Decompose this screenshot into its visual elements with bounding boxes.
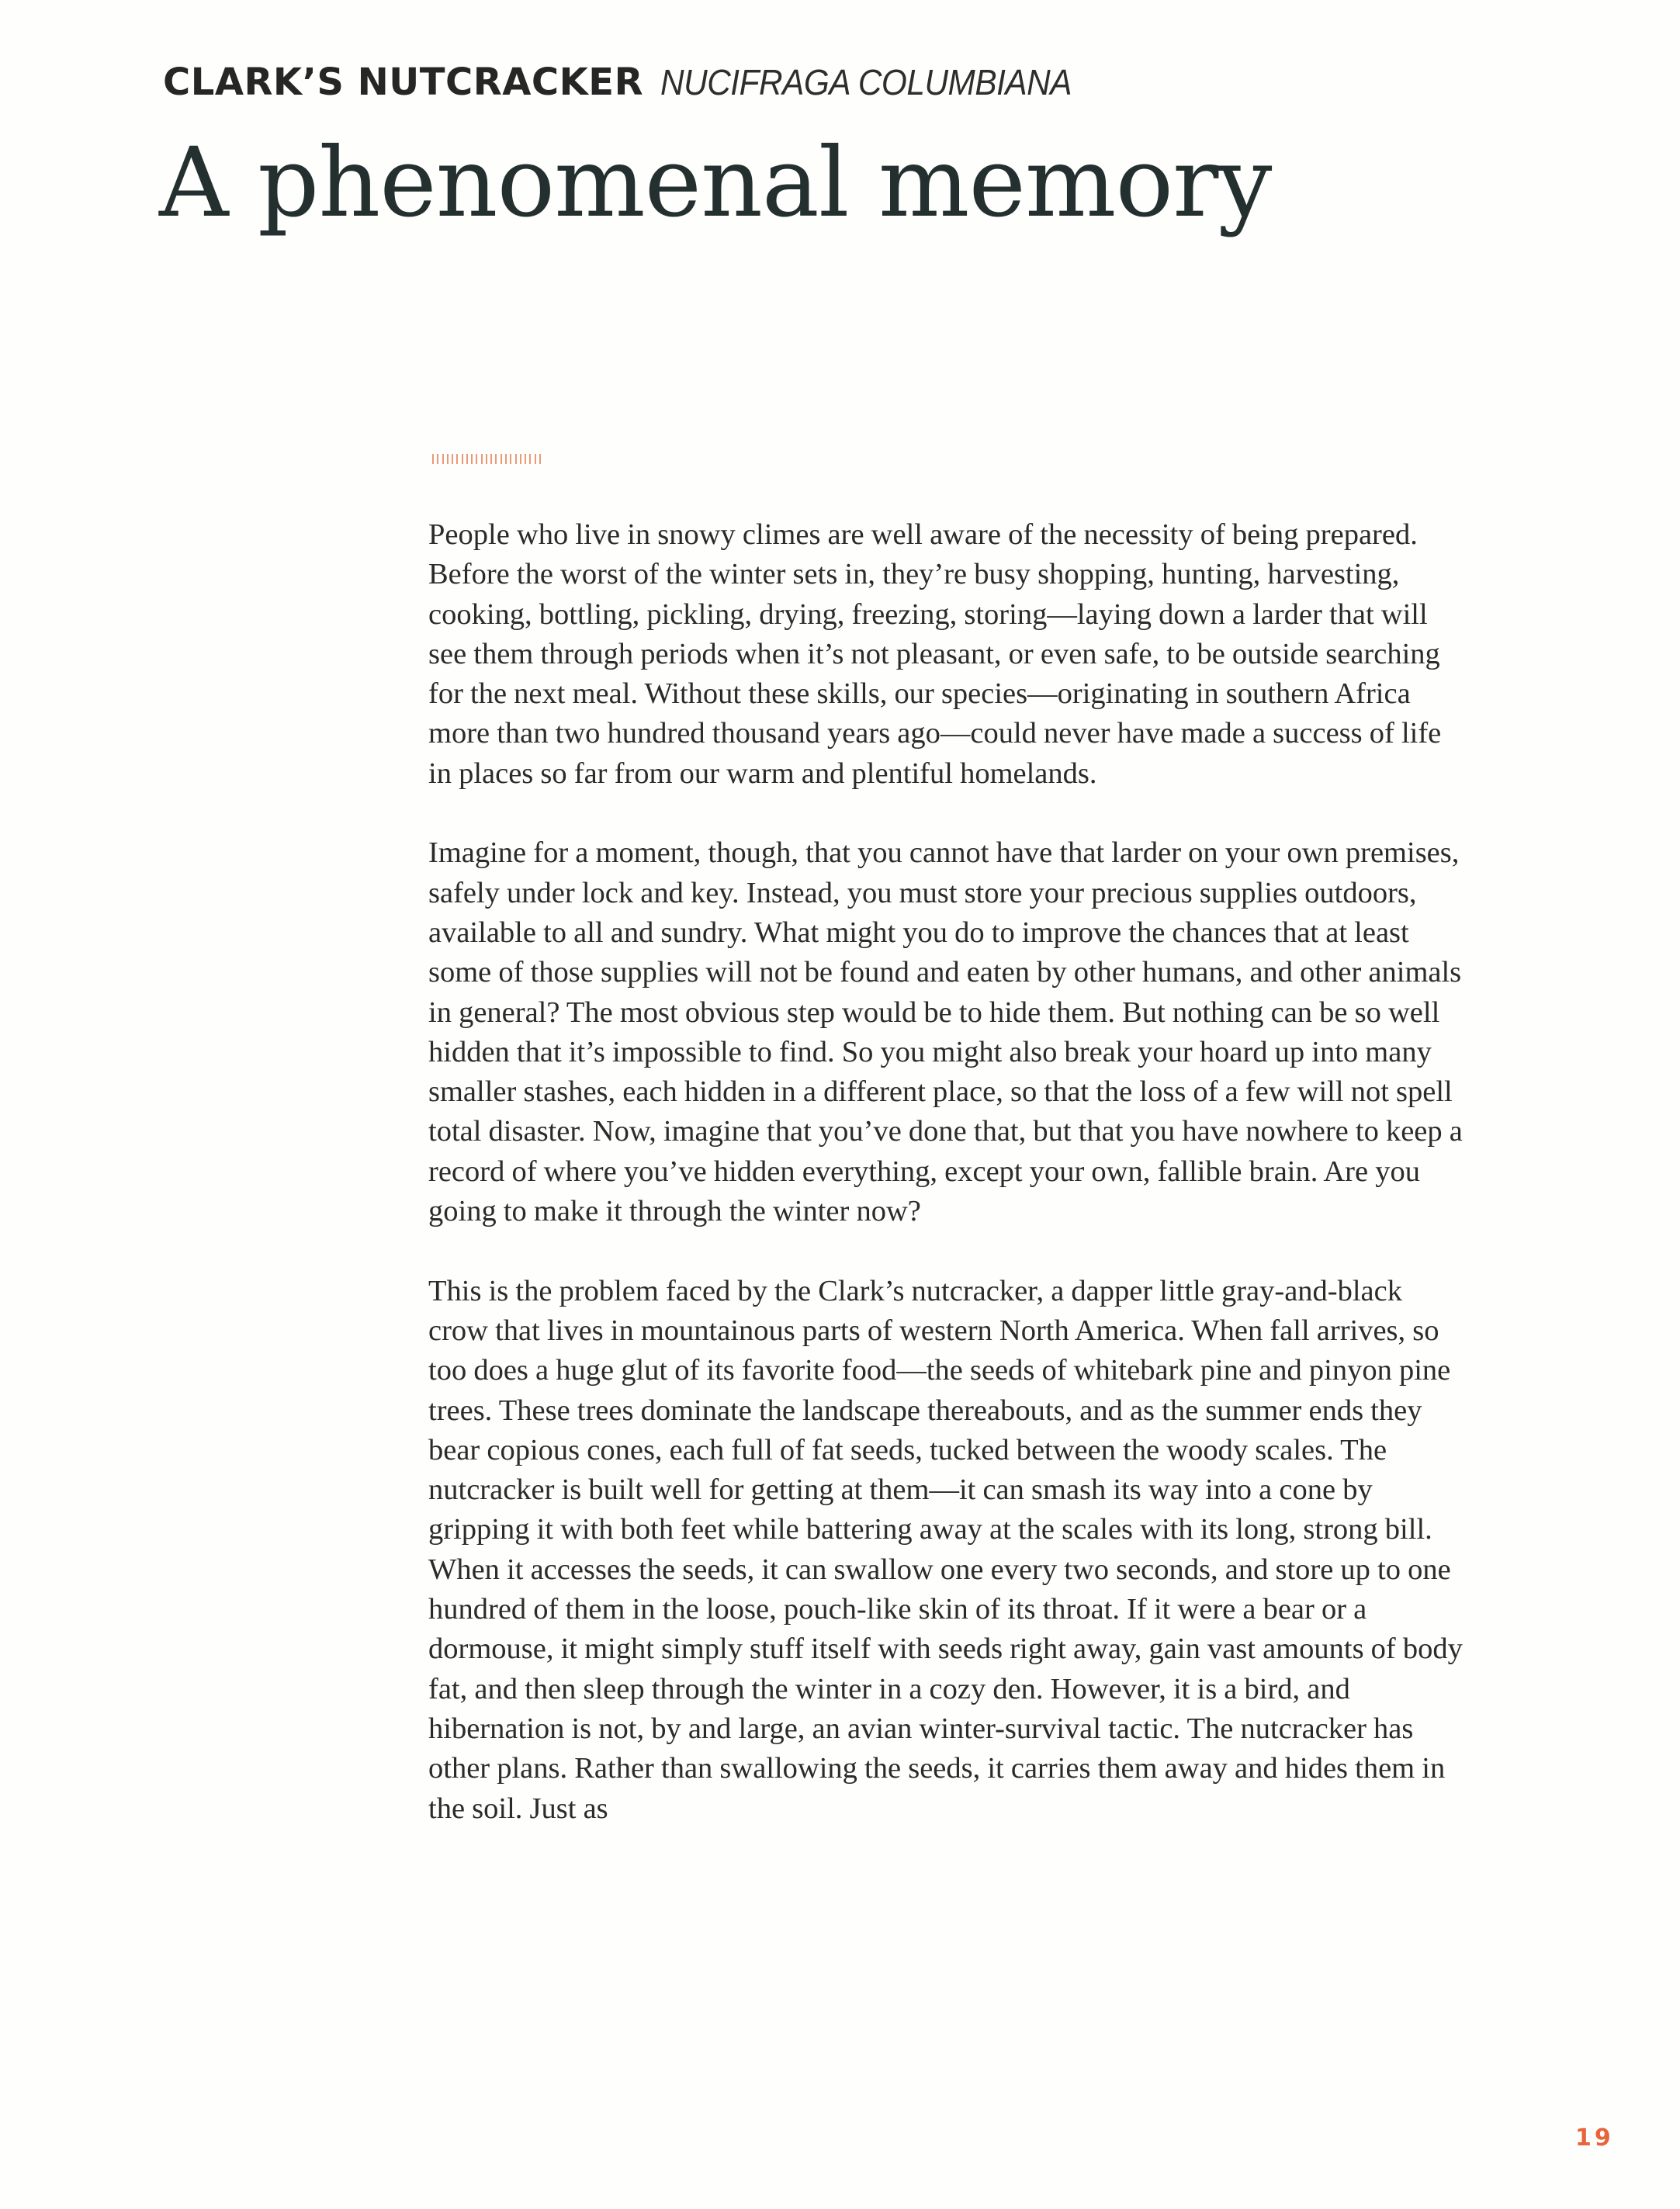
- species-latin-name: NUCIFRAGA COLUMBIANA: [660, 62, 1072, 102]
- decorative-tick-bar: [432, 454, 541, 464]
- species-header: [163, 61, 1107, 104]
- body-paragraph: Imagine for a moment, though, that you cannot have that larder on your own premises, safely under lock and key. Instead, you must store your precious supplies outdoors, available to all and sundry. What might you do to improve the chances that at least some of those supplies will not be found and eaten by other humans, and other animals in general? The most obvious step would be to hide them. But nothing can be so well hidden that it’s impossible to find. So you might also break your hoard up into many smaller stashes, each hidden in a different place, so that the loss of a few will not spell total disaster. Now, imagine that you’ve done that, but that you have nowhere to keep a record of where you’ve hidden everything, except your own, fallible brain. Are you going to make it through the winter now?: [428, 836, 1463, 1228]
- body-text: [428, 515, 1464, 1868]
- body-paragraph: People who live in snowy climes are well aware of the necessity of being prepared. Before the worst of the winter sets in, they’re busy shopping, hunting, harvesting, cooking, bottling, pickling, drying, freezing, storing—laying down a larder that will see them through periods when it’s not pleasant, or even safe, to be outside searching for the next meal. Without these skills, our species—originating in southern Africa more than two hundred thousand years ago—could never have made a success of life in places so far from our warm and plentiful homelands.: [428, 518, 1442, 790]
- species-common-name: CLARK’S NUTCRACKER: [163, 61, 644, 104]
- page-number: 19: [1575, 2124, 1614, 2152]
- chapter-title: A phenomenal memory: [159, 127, 1272, 239]
- body-paragraph: This is the problem faced by the Clark’s nutcracker, a dapper little gray-and-black crow that lives in mountainous parts of western North America. When fall arrives, so too does a huge glut of its favorite food—the seeds of whitebark pine and pinyon pine trees. These trees dominate the landscape thereabouts, and as the summer ends they bear copious cones, each full of fat seeds, tucked between the woody scales. The nutcracker is built well for getting at them—it can smash its way into a cone by gripping it with both feet while battering away at the scales with its long, strong bill. When it accesses the seeds, it can swallow one every two seconds, and store up to one hundred of them in the loose, pouch-like skin of its throat. If it were a bear or a dormouse, it might simply stuff itself with seeds right away, gain vast amounts of body fat, and then sleep through the winter in a cozy den. However, it is a bird, and hibernation is not, by and large, an avian winter-survival tactic. The nutcracker has other plans. Rather than swallowing the seeds, it carries them away and hides them in the soil. Just as: [428, 1274, 1463, 1825]
